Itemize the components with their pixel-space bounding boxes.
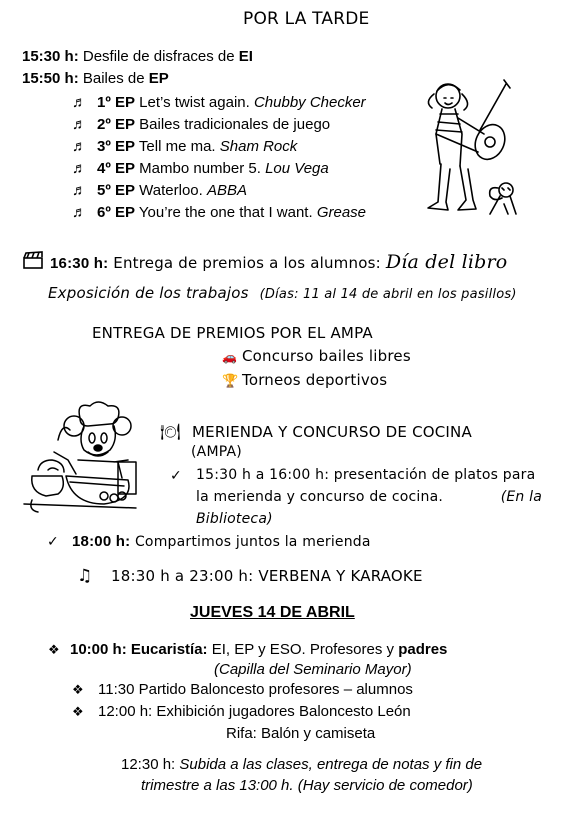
jueves-line3 [72, 703, 411, 720]
dance-grade: 4º EP [97, 160, 135, 177]
jueves-final-time: 12:30 h: [121, 756, 180, 773]
merienda-check2-time: 18:00 h: [72, 533, 131, 550]
ampa-item-label: Torneos deportivos [242, 371, 388, 389]
dance-list [72, 92, 366, 224]
dance-item [72, 92, 366, 114]
dance-item [72, 136, 366, 158]
jueves-final-text: Subida a las clases, entrega de notas y fin de [179, 756, 483, 773]
merienda-heading-line [160, 422, 472, 441]
music-note-icon: ♬ [72, 138, 87, 155]
ampa-heading: ENTREGA DE PREMIOS POR EL AMPA [92, 324, 373, 342]
jueves-line1-text: EI, EP y ESO. Profesores y [207, 641, 399, 658]
jueves-line1 [48, 641, 447, 658]
diamond-bullet-icon: ❖ [72, 682, 84, 697]
car-icon: 🚗 [222, 350, 238, 364]
dance-grade: 5º EP [97, 182, 135, 199]
dance-artist: Chubby Checker [253, 94, 366, 111]
dining-icon: 🍽 [160, 422, 181, 441]
diamond-bullet-icon: ❖ [48, 642, 60, 657]
dance-item [72, 114, 366, 136]
checkmark-icon: ✓ [170, 468, 182, 484]
premios-text: Entrega de premios a los alumnos: [108, 254, 386, 272]
jueves-line2 [72, 681, 413, 698]
clapperboard-icon [22, 251, 44, 269]
merienda-check1-b [196, 489, 542, 505]
ampa-item [222, 371, 387, 389]
bailes-time: 15:50 h: [22, 70, 79, 87]
dance-grade: 2º EP [97, 116, 135, 133]
exposicion-dates: (Días: 11 al 14 de abril en los pasillos) [259, 287, 517, 302]
jueves-line3-text: 12:00 h: Exhibición jugadores Baloncesto León [98, 703, 411, 720]
jueves-heading: JUEVES 14 DE ABRIL [190, 604, 355, 621]
merienda-check1-a: 15:30 h a 16:00 h: presentación de platos para [196, 467, 536, 483]
merienda-sub: (AMPA) [191, 444, 242, 460]
dance-artist: Lou Vega [265, 160, 329, 177]
dance-item [72, 180, 366, 202]
merienda-check2-text: Compartimos juntos la merienda [130, 534, 371, 550]
dance-song: Mambo number 5. [135, 160, 266, 177]
dance-song: Waterloo. [135, 182, 207, 199]
bailes-text: Bailes de [78, 70, 149, 87]
jueves-rifa: Rifa: Balón y camiseta [226, 725, 376, 742]
checkmark-icon: ✓ [47, 534, 59, 550]
desfile-time: 15:30 h: [22, 48, 79, 65]
merienda-check1-b-text: la merienda y concurso de cocina. [196, 489, 444, 505]
dance-song: Bailes tradicionales de juego [135, 116, 331, 133]
exposicion-text: Exposición de los trabajos [48, 284, 249, 302]
dance-grade: 3º EP [97, 138, 135, 155]
music-note-icon: ♬ [72, 182, 87, 199]
dance-grade: 6º EP [97, 204, 135, 221]
dance-artist: Grease [316, 204, 367, 221]
ampa-item-label: Concurso bailes libres [242, 347, 411, 365]
verbena-text: 18:30 h a 23:00 h: VERBENA Y KARAOKE [111, 567, 423, 585]
merienda-check2 [72, 533, 371, 550]
merienda-check1-b-italic: (En la [500, 489, 542, 505]
jueves-final-a [121, 756, 482, 773]
dance-artist: Sham Rock [219, 138, 298, 155]
bailes-line [22, 70, 169, 87]
exposicion-line [48, 284, 517, 302]
dance-song: You’re the one that I want. [135, 204, 317, 221]
dance-grade: 1º EP [97, 94, 135, 111]
jueves-line1-bold: padres [398, 641, 448, 658]
trophy-icon: 🏆 [222, 374, 239, 389]
music-note-icon: ♫ [77, 566, 93, 586]
bailes-group: EP [148, 70, 169, 87]
merienda-heading: MERIENDA Y CONCURSO DE COCINA [192, 423, 472, 441]
jueves-final-b: trimestre a las 13:00 h. (Hay servicio de comedor) [141, 777, 473, 794]
music-note-icon: ♬ [72, 204, 87, 221]
jueves-line1-place: (Capilla del Seminario Mayor) [214, 661, 412, 678]
ampa-item [222, 347, 411, 365]
jueves-line2-text: 11:30 Partido Baloncesto profesores – alumnos [98, 681, 413, 698]
desfile-group: EI [238, 48, 253, 65]
music-note-icon: ♬ [72, 116, 87, 133]
premios-line [50, 251, 507, 273]
dance-artist: ABBA [206, 182, 247, 199]
guitarist-illustration [418, 74, 528, 224]
dance-item [72, 158, 366, 180]
desfile-line [22, 48, 253, 65]
premios-highlight: Día del libro [385, 251, 508, 273]
jueves-line1-time: 10:00 h: Eucaristía: [70, 641, 208, 658]
dance-song: Tell me ma. [135, 138, 220, 155]
merienda-check1-c: Biblioteca) [196, 511, 273, 527]
verbena-line [77, 566, 423, 586]
music-note-icon: ♬ [72, 94, 87, 111]
diamond-bullet-icon: ❖ [72, 704, 84, 719]
desfile-text: Desfile de disfraces de [78, 48, 239, 65]
dance-item [72, 202, 366, 224]
dance-song: Let’s twist again. [135, 94, 254, 111]
music-note-icon: ♬ [72, 160, 87, 177]
chef-mouse-illustration [18, 400, 140, 518]
premios-time: 16:30 h: [50, 255, 109, 272]
section-heading-tarde: POR LA TARDE [243, 9, 370, 29]
